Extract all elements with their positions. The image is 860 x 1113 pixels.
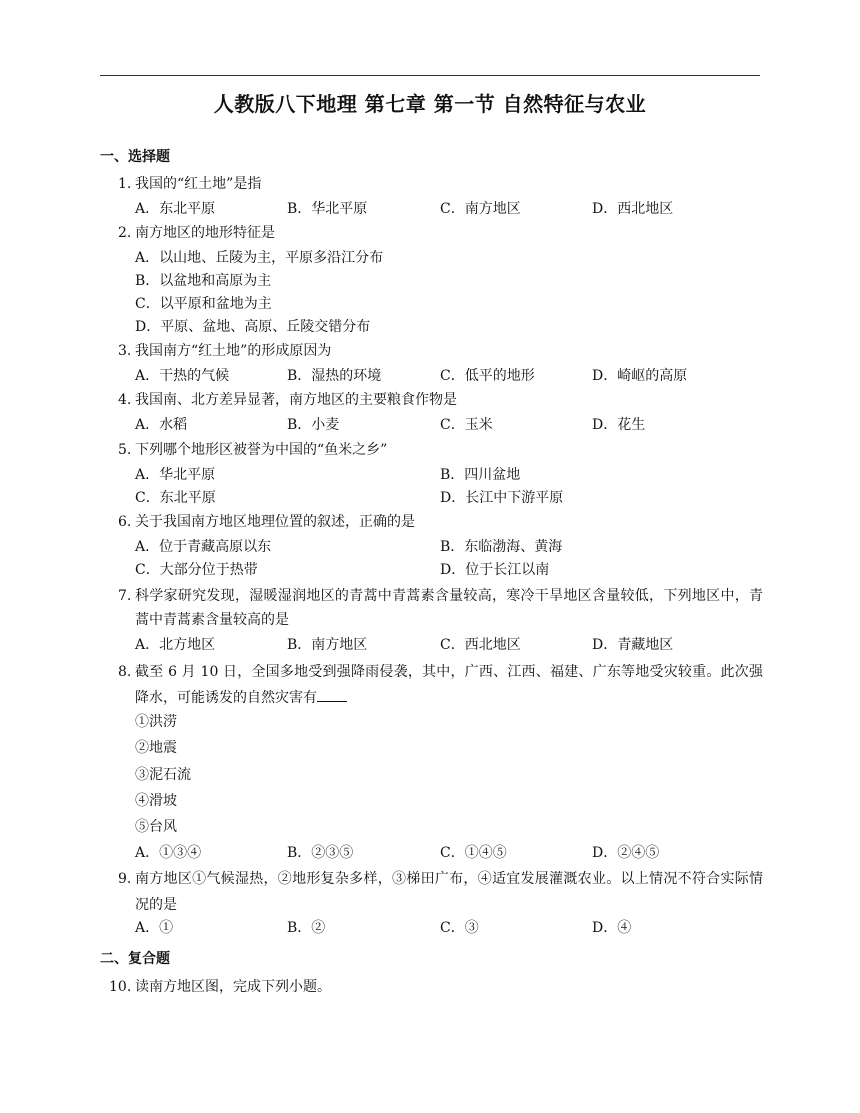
option-a[interactable]: A．① xyxy=(135,920,174,936)
option-c[interactable]: C．③ xyxy=(440,920,479,936)
option-b[interactable]: B．湿热的环境 xyxy=(287,368,382,384)
option-d[interactable]: D．位于长江以南 xyxy=(440,562,550,578)
question-number: 7. xyxy=(118,588,132,604)
option-b[interactable]: B．东临渤海、黄海 xyxy=(440,539,563,555)
option-c[interactable]: C．①④⑤ xyxy=(440,845,507,861)
option-a[interactable]: A．水稻 xyxy=(135,417,188,433)
option-b[interactable]: B．小麦 xyxy=(287,417,340,433)
statement-2: ②地震 xyxy=(135,740,177,756)
question-number: 2. xyxy=(118,225,132,241)
question-number: 4. xyxy=(118,392,132,408)
option-a[interactable]: A．①③④ xyxy=(135,845,202,861)
option-b[interactable]: B．② xyxy=(287,920,326,936)
question-number: 10. xyxy=(109,979,132,995)
question-2 xyxy=(118,222,763,244)
question-number: 6. xyxy=(118,514,132,530)
question-8 xyxy=(118,659,763,711)
question-4 xyxy=(118,389,763,411)
question-number: 1. xyxy=(118,176,132,192)
statement-3: ③泥石流 xyxy=(135,767,191,783)
question-text: 我国南方“红土地”的形成原因为 xyxy=(135,343,332,359)
page-title: 人教版八下地理 第七章 第一节 自然特征与农业 xyxy=(213,92,647,116)
option-b[interactable]: B．南方地区 xyxy=(287,637,368,653)
option-d[interactable]: D．西北地区 xyxy=(592,201,674,217)
option-a[interactable]: A．东北平原 xyxy=(135,201,216,217)
question-number: 9. xyxy=(118,871,132,887)
option-c[interactable]: C．玉米 xyxy=(440,417,493,433)
question-6 xyxy=(118,511,763,533)
option-b[interactable]: B．华北平原 xyxy=(287,201,368,217)
option-d[interactable]: D．花生 xyxy=(592,417,646,433)
question-number: 8. xyxy=(118,664,132,680)
question-10 xyxy=(109,976,763,998)
question-text-body: 截至 6 月 10 日，全国多地受到强降雨侵袭，其中，广西、江西、福建、广东等地受灾较重。此次强降水，可能诱发的自然灾害有 xyxy=(135,664,763,706)
option-c[interactable]: C．西北地区 xyxy=(440,637,521,653)
option-d[interactable]: D．崎岖的高原 xyxy=(592,368,688,384)
option-a[interactable]: A．位于青藏高原以东 xyxy=(135,539,272,555)
question-number: 5. xyxy=(118,442,132,458)
option-b[interactable]: B．②③⑤ xyxy=(287,845,354,861)
option-d[interactable]: D．长江中下游平原 xyxy=(440,490,564,506)
option-d[interactable]: D．平原、盆地、高原、丘陵交错分布 xyxy=(135,319,371,335)
option-b[interactable]: B．以盆地和高原为主 xyxy=(135,273,272,289)
option-a[interactable]: A．干热的气候 xyxy=(135,368,230,384)
statement-1: ①洪涝 xyxy=(135,714,177,730)
question-7 xyxy=(118,584,763,632)
option-c[interactable]: C．大部分位于热带 xyxy=(135,562,258,578)
question-text: 下列哪个地形区被誉为中国的“鱼米之乡” xyxy=(135,442,388,458)
option-d[interactable]: D．②④⑤ xyxy=(592,845,660,861)
question-text: 南方地区①气候湿热，②地形复杂多样，③梯田广布，④适宜发展灌溉农业。以上情况不符合实际情况的是 xyxy=(135,871,763,913)
question-text: 科学家研究发现，湿暖湿润地区的青蒿中青蒿素含量较高，寒冷干旱地区含量较低，下列地区中，青蒿中青蒿素含量较高的是 xyxy=(135,588,763,628)
answer-blank[interactable] xyxy=(317,687,347,702)
option-a[interactable]: A．华北平原 xyxy=(135,467,216,483)
section-heading-composite: 二、复合题 xyxy=(100,951,170,967)
question-text: 我国南、北方差异显著，南方地区的主要粮食作物是 xyxy=(135,392,457,408)
option-a[interactable]: A．以山地、丘陵为主，平原多沿江分布 xyxy=(135,250,384,266)
question-9 xyxy=(118,866,763,918)
option-c[interactable]: C．南方地区 xyxy=(440,201,521,217)
question-text: 我国的“红土地”是指 xyxy=(135,176,262,192)
option-c[interactable]: C．以平原和盆地为主 xyxy=(135,296,272,312)
option-c[interactable]: C．低平的地形 xyxy=(440,368,535,384)
question-text: 读南方地区图，完成下列小题。 xyxy=(135,979,331,995)
question-text xyxy=(135,659,763,711)
section-heading-choice: 一、选择题 xyxy=(100,149,170,165)
question-3 xyxy=(118,340,763,362)
statement-5: ⑤台风 xyxy=(135,819,177,835)
option-b[interactable]: B．四川盆地 xyxy=(440,467,521,483)
option-c[interactable]: C．东北平原 xyxy=(135,490,216,506)
question-5 xyxy=(118,439,763,461)
option-d[interactable]: D．青藏地区 xyxy=(592,637,674,653)
option-d[interactable]: D．④ xyxy=(592,920,632,936)
question-1 xyxy=(118,173,763,195)
statement-4: ④滑坡 xyxy=(135,793,177,809)
option-a[interactable]: A．北方地区 xyxy=(135,637,216,653)
question-number: 3. xyxy=(118,343,132,359)
question-text: 关于我国南方地区地理位置的叙述，正确的是 xyxy=(135,514,415,530)
question-text: 南方地区的地形特征是 xyxy=(135,225,275,241)
header-rule xyxy=(100,75,760,76)
